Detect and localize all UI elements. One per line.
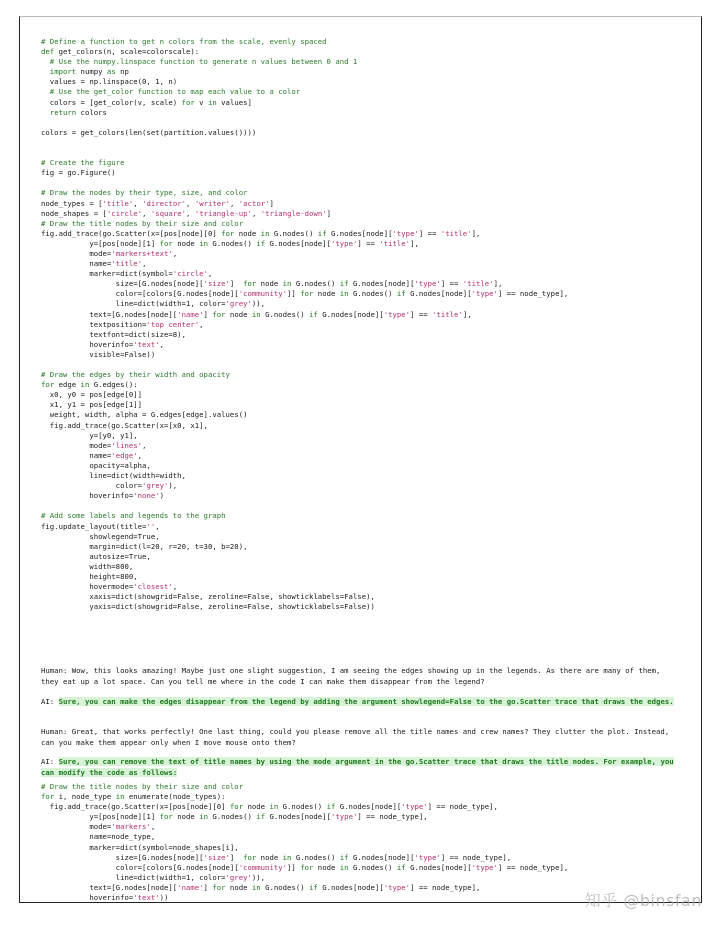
human-message-2-text: Human: Great, that works perfectly! One last thing, could you please remove all the title names and crew names? They clutter the plot. Instead, can you make them appear only when I move mouse onto them?	[41, 727, 670, 747]
code-line: node_shapes = ['circle', 'square', 'triangle-up', 'triangle-down']	[41, 208, 332, 218]
code-line: return colors	[49, 107, 107, 117]
code-block-1	[41, 37, 681, 612]
code-line	[41, 138, 681, 148]
document-page	[19, 16, 702, 903]
code-line: colors = get_colors(len(set(partition.values())))	[41, 127, 257, 137]
code-line: y=[pos[node][1] for node in G.nodes() if G.nodes[node]['type'] == 'title'],	[41, 238, 419, 248]
code-line: name=node_type,	[41, 832, 156, 842]
code-line: name='edge',	[41, 450, 143, 460]
code-line	[41, 178, 681, 188]
ai-message-2	[41, 757, 681, 778]
human-message-1	[41, 666, 681, 687]
code-line: # Draw the nodes by their type, size, and color	[41, 188, 248, 198]
code-line: textposition='top center',	[41, 319, 204, 329]
code-line: x1, y1 = pos[edge[1]]	[41, 400, 143, 410]
code-line: yaxis=dict(showgrid=False, zeroline=False, showticklabels=False))	[41, 602, 375, 612]
code-line: visible=False))	[41, 349, 156, 359]
code-line: # Use the numpy.linspace function to generate n values between 0 and 1	[41, 57, 358, 67]
code-line: hoverinfo='none')	[41, 491, 165, 501]
code-line: mode='markers',	[41, 822, 156, 832]
code-line: for edge in G.edges():	[41, 380, 138, 390]
human-message-1-text: Human: Wow, this looks amazing! Maybe just one slight suggestion, I am seeing the edges showing up in the legends. As there are many of them, they eat up a lot space. Can you tell me where in the code I can make them disappear from the legend?	[41, 666, 661, 686]
code-line	[41, 501, 681, 511]
code-line: color=[colors[G.nodes[node]['community']] for node in G.nodes() if G.nodes[node]['type'] == node_type],	[41, 862, 569, 872]
code-line: # Draw the title nodes by their size and color	[41, 218, 244, 228]
code-line: textfont=dict(size=8),	[41, 329, 186, 339]
code-line: y=[y0, y1],	[41, 430, 138, 440]
code-line: colors = [get_color(v, scale) for v in values]	[41, 97, 252, 107]
code-line: values = np.linspace(0, 1, n)	[41, 77, 178, 87]
code-line: mode='markers+text',	[41, 248, 178, 258]
code-line	[41, 148, 681, 158]
code-line: line=dict(width=1, color='grey')),	[41, 872, 266, 882]
code-line: fig.add_trace(go.Scatter(x=[x0, x1],	[41, 420, 208, 430]
code-line: hoverinfo='text'))	[41, 893, 169, 903]
code-line: margin=dict(l=20, r=20, t=30, b=20),	[41, 541, 248, 551]
code-block-2	[41, 782, 681, 903]
code-line: hoverinfo='text',	[41, 339, 165, 349]
code-line: marker=dict(symbol=node_shapes[i],	[41, 842, 239, 852]
code-line: import numpy as np	[49, 67, 129, 77]
code-line: opacity=alpha,	[41, 460, 151, 470]
code-line: # Use the get_color function to map each value to a color	[41, 87, 301, 97]
code-line: x0, y0 = pos[edge[0]]	[41, 390, 143, 400]
code-line: line=dict(width=width,	[41, 471, 186, 481]
ai-message-2-text: Sure, you can remove the text of title names by using the mode argument in the go.Scatter trace that draws the title nodes. For example, you can modify the code as follows:	[41, 757, 674, 777]
code-line: color='grey'),	[41, 481, 178, 491]
ai-message-1	[41, 697, 681, 708]
code-line: def get_colors(n, scale=colorscale):	[41, 47, 200, 57]
code-line	[41, 360, 681, 370]
code-line: xaxis=dict(showgrid=False, zeroline=False, showticklabels=False),	[41, 592, 375, 602]
code-line: name='title',	[41, 259, 147, 269]
code-line: size=[G.nodes[node]['size'] for node in G.nodes() if G.nodes[node]['type'] == 'title'],	[41, 279, 503, 289]
code-line: mode='lines',	[41, 440, 147, 450]
code-line: marker=dict(symbol='circle',	[41, 269, 213, 279]
code-line	[41, 118, 681, 128]
code-line: fig.add_trace(go.Scatter(x=[pos[node][0] for node in G.nodes() if G.nodes[node]['type'] == node_type],	[41, 802, 498, 812]
code-line: fig.add_trace(go.Scatter(x=[pos[node][0] for node in G.nodes() if G.nodes[node]['type'] == 'title'],	[41, 228, 481, 238]
code-line: for i, node_type in enumerate(node_types):	[41, 792, 226, 802]
code-line: height=800,	[41, 571, 138, 581]
code-line: fig = go.Figure()	[41, 168, 116, 178]
code-line: weight, width, alpha = G.edges[edge].values()	[41, 410, 248, 420]
code-line: # Create the figure	[41, 158, 125, 168]
code-line: text=[G.nodes[node]['name'] for node in G.nodes() if G.nodes[node]['type'] == 'title'],	[41, 309, 472, 319]
code-line: # Draw the edges by their width and opacity	[41, 370, 230, 380]
code-line: fig.update_layout(title='',	[41, 521, 160, 531]
code-line: # Draw the title nodes by their size and color	[41, 782, 244, 791]
code-line: size=[G.nodes[node]['size'] for node in G.nodes() if G.nodes[node]['type'] == node_type],	[41, 852, 512, 862]
code-line: # Add some labels and legends to the graph	[41, 511, 226, 521]
code-line: width=800,	[41, 561, 134, 571]
code-line: y=[pos[node][1] for node in G.nodes() if G.nodes[node]['type'] == node_type],	[41, 812, 428, 822]
human-message-2	[41, 727, 681, 748]
watermark: 知乎 @binsfan	[584, 891, 702, 910]
code-line: color=[colors[G.nodes[node]['community']] for node in G.nodes() if G.nodes[node]['type'] == node_type],	[41, 289, 569, 299]
ai-prefix: AI:	[41, 757, 55, 766]
code-line: node_types = ['title', 'director', 'writer', 'actor']	[41, 198, 274, 208]
code-line: autosize=True,	[41, 551, 151, 561]
ai-prefix: AI:	[41, 697, 55, 706]
code-line: # Define a function to get n colors from the scale, evenly spaced	[41, 37, 327, 46]
ai-message-1-text: Sure, you can make the edges disappear from the legend by adding the argument showlegend=False to the go.Scatter trace that draws the edges.	[58, 697, 674, 706]
code-line: showlegend=True,	[41, 531, 160, 541]
code-line: line=dict(width=1, color='grey')),	[41, 299, 266, 309]
code-line: text=[G.nodes[node]['name'] for node in G.nodes() if G.nodes[node]['type'] == node_type],	[41, 882, 481, 892]
code-line: hovermode='closest',	[41, 582, 178, 592]
